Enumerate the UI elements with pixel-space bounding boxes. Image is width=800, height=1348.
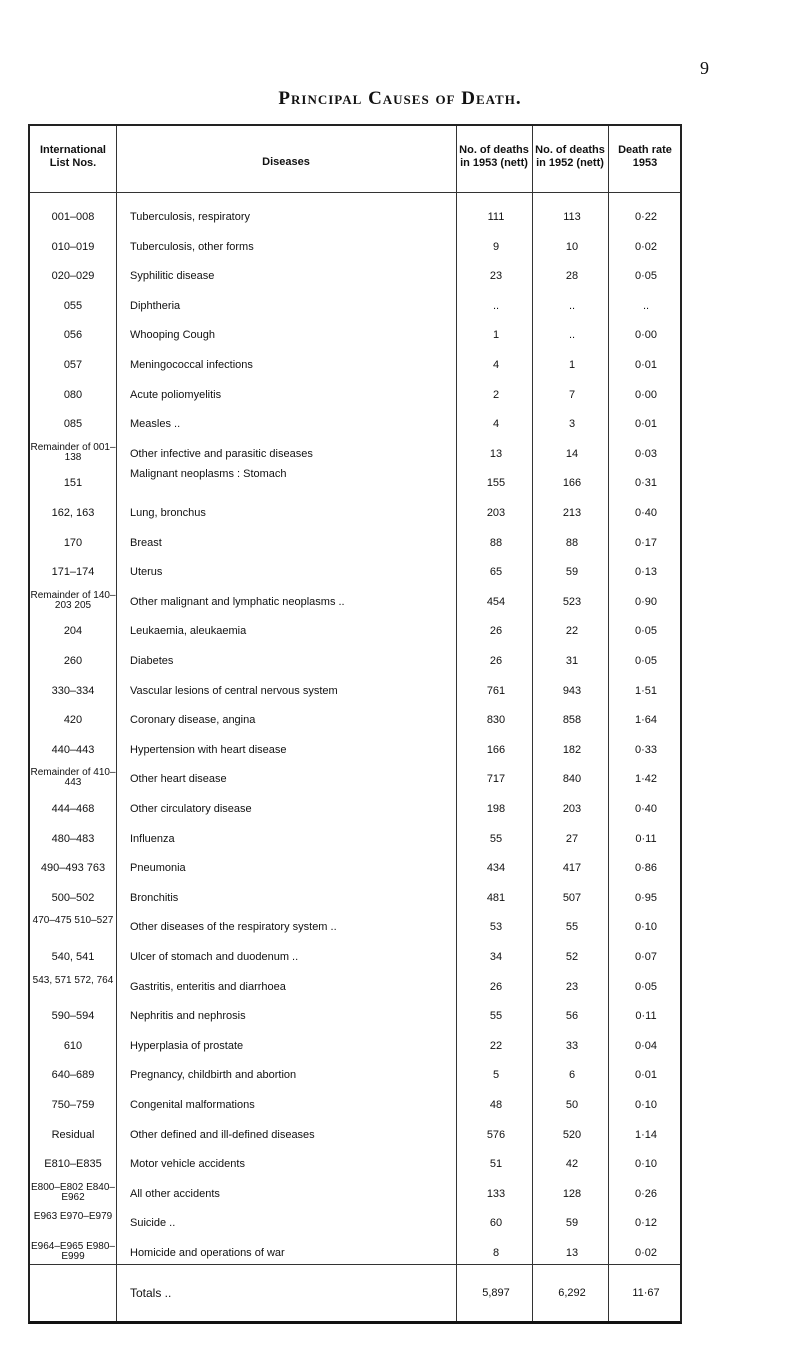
table-row xyxy=(30,1098,680,1118)
row-code: 151 xyxy=(63,477,83,489)
table-row xyxy=(30,269,680,289)
table-row xyxy=(30,1009,680,1029)
row-death-rate: 0·86 xyxy=(634,862,658,874)
row-code: 260 xyxy=(63,655,83,667)
row-deaths-1953: 5 xyxy=(492,1069,500,1081)
table-row xyxy=(30,1157,680,1177)
row-code: 750–759 xyxy=(51,1099,95,1111)
row-deaths-1953: 133 xyxy=(486,1188,506,1200)
table-row xyxy=(30,1211,680,1236)
row-death-rate: 0·40 xyxy=(634,803,658,815)
table-row xyxy=(30,832,680,852)
totals-label: Totals .. xyxy=(130,1286,172,1300)
row-code: 470–475 510–527 xyxy=(32,915,114,926)
table-row xyxy=(30,442,680,467)
row-deaths-1953: 717 xyxy=(486,773,506,785)
row-disease: Vascular lesions of central nervous system xyxy=(130,685,338,697)
row-deaths-1952: 166 xyxy=(562,477,582,489)
row-deaths-1952: 23 xyxy=(565,981,579,993)
row-death-rate: 0·07 xyxy=(634,951,658,963)
table-row xyxy=(30,328,680,348)
row-deaths-1952: 7 xyxy=(568,389,576,401)
table-row xyxy=(30,654,680,674)
row-code: Residual xyxy=(51,1129,95,1141)
table-row xyxy=(30,536,680,556)
row-disease: Uterus xyxy=(130,566,163,578)
row-deaths-1952: 33 xyxy=(565,1040,579,1052)
row-deaths-1952: 59 xyxy=(565,566,579,578)
table-row xyxy=(30,468,680,496)
table-row xyxy=(30,417,680,437)
row-deaths-1953: 8 xyxy=(492,1247,500,1259)
row-disease: Gastritis, enteritis and diarrhoea xyxy=(130,981,286,993)
row-deaths-1952: 31 xyxy=(565,655,579,667)
row-deaths-1952: 88 xyxy=(565,537,579,549)
row-deaths-1952: 6 xyxy=(568,1069,576,1081)
row-code: E964–E965 E980–E999 xyxy=(31,1241,115,1262)
row-death-rate: 0·33 xyxy=(634,744,658,756)
row-disease: Influenza xyxy=(130,833,175,845)
row-deaths-1953: 26 xyxy=(489,625,503,637)
row-code: 640–689 xyxy=(51,1069,95,1081)
table-row xyxy=(30,684,680,704)
row-deaths-1953: 4 xyxy=(492,418,500,430)
row-death-rate: 0·90 xyxy=(634,596,658,608)
row-disease: Homicide and operations of war xyxy=(130,1247,285,1259)
header-deaths-1953: No. of deaths in 1953 (nett) xyxy=(459,144,529,169)
row-death-rate: 0·01 xyxy=(634,418,658,430)
row-deaths-1952: 52 xyxy=(565,951,579,963)
row-disease: Ulcer of stomach and duodenum .. xyxy=(130,951,299,963)
row-disease: Other defined and ill-defined diseases xyxy=(130,1129,315,1141)
row-deaths-1953: .. xyxy=(492,300,500,312)
row-deaths-1953: 48 xyxy=(489,1099,503,1111)
row-deaths-1952: 520 xyxy=(562,1129,582,1141)
row-death-rate: 0·17 xyxy=(634,537,658,549)
row-code: E963 E970–E979 xyxy=(33,1211,113,1222)
header-death-rate: Death rate 1953 xyxy=(618,144,672,169)
row-death-rate: 1·14 xyxy=(634,1129,658,1141)
row-deaths-1953: 155 xyxy=(486,477,506,489)
row-deaths-1953: 26 xyxy=(489,655,503,667)
row-disease: Other malignant and lymphatic neoplasms .. xyxy=(130,596,345,608)
row-code: 500–502 xyxy=(51,892,95,904)
row-deaths-1952: 858 xyxy=(562,714,582,726)
row-deaths-1953: 34 xyxy=(489,951,503,963)
row-deaths-1952: 55 xyxy=(565,921,579,933)
table-row xyxy=(30,240,680,260)
table-row xyxy=(30,975,680,1000)
row-disease: Hyperplasia of prostate xyxy=(130,1040,244,1052)
row-disease: Leukaemia, aleukaemia xyxy=(130,625,247,637)
table-row xyxy=(30,767,680,792)
page-number: 9 xyxy=(700,58,709,78)
row-deaths-1952: 507 xyxy=(562,892,582,904)
row-death-rate: 0·02 xyxy=(634,1247,658,1259)
row-death-rate: 0·26 xyxy=(634,1188,658,1200)
row-disease: Tuberculosis, respiratory xyxy=(130,211,251,223)
row-disease: Other heart disease xyxy=(130,773,227,785)
row-deaths-1953: 13 xyxy=(489,448,503,460)
totals-death-rate: 11·67 xyxy=(632,1287,660,1299)
row-deaths-1953: 55 xyxy=(489,1010,503,1022)
row-deaths-1953: 4 xyxy=(492,359,500,371)
row-code: 480–483 xyxy=(51,833,95,845)
row-deaths-1952: 14 xyxy=(565,448,579,460)
row-disease: All other accidents xyxy=(130,1188,220,1200)
row-death-rate: .. xyxy=(642,300,650,312)
row-code: 590–594 xyxy=(51,1010,95,1022)
table-row xyxy=(30,1241,680,1266)
row-death-rate: 0·31 xyxy=(634,477,658,489)
row-death-rate: 0·95 xyxy=(634,892,658,904)
row-disease: Pregnancy, childbirth and abortion xyxy=(130,1069,297,1081)
row-code: E800–E802 E840–E962 xyxy=(31,1182,115,1203)
row-deaths-1953: 576 xyxy=(486,1129,506,1141)
totals-row xyxy=(30,1286,680,1306)
row-code: 057 xyxy=(63,359,83,371)
row-code: 440–443 xyxy=(51,744,95,756)
row-code: 540, 541 xyxy=(51,951,95,963)
row-deaths-1952: 203 xyxy=(562,803,582,815)
row-death-rate: 0·12 xyxy=(634,1217,658,1229)
row-disease: Other infective and parasitic diseases xyxy=(130,448,313,460)
row-disease: Syphilitic disease xyxy=(130,270,215,282)
row-disease: Diabetes xyxy=(130,655,174,667)
row-code: 170 xyxy=(63,537,83,549)
row-deaths-1952: 42 xyxy=(565,1158,579,1170)
page-title: Principal Causes of Death. xyxy=(278,88,522,109)
row-disease: Other circulatory disease xyxy=(130,803,252,815)
row-death-rate: 0·13 xyxy=(634,566,658,578)
row-death-rate: 0·05 xyxy=(634,625,658,637)
row-deaths-1952: 50 xyxy=(565,1099,579,1111)
row-deaths-1953: 203 xyxy=(486,507,506,519)
row-code: 080 xyxy=(63,389,83,401)
row-code: 055 xyxy=(63,300,83,312)
row-deaths-1952: 27 xyxy=(565,833,579,845)
row-deaths-1953: 55 xyxy=(489,833,503,845)
row-death-rate: 0·02 xyxy=(634,241,658,253)
table-row xyxy=(30,565,680,585)
row-code: 543, 571 572, 764 xyxy=(32,975,114,986)
row-death-rate: 0·10 xyxy=(634,1099,658,1111)
row-death-rate: 0·05 xyxy=(634,981,658,993)
row-deaths-1953: 2 xyxy=(492,389,500,401)
row-disease: Coronary disease, angina xyxy=(130,714,256,726)
table-row xyxy=(30,388,680,408)
row-disease: Acute poliomyelitis xyxy=(130,389,222,401)
table-row xyxy=(30,590,680,615)
row-deaths-1953: 166 xyxy=(486,744,506,756)
row-deaths-1952: 213 xyxy=(562,507,582,519)
row-disease: Diphtheria xyxy=(130,300,181,312)
table-row xyxy=(30,713,680,733)
totals-deaths-1953: 5,897 xyxy=(482,1287,510,1299)
table-row xyxy=(30,743,680,763)
row-deaths-1953: 9 xyxy=(492,241,500,253)
row-disease: Tuberculosis, other forms xyxy=(130,241,254,253)
row-deaths-1953: 434 xyxy=(486,862,506,874)
row-death-rate: 0·40 xyxy=(634,507,658,519)
row-deaths-1953: 22 xyxy=(489,1040,503,1052)
row-deaths-1952: 943 xyxy=(562,685,582,697)
row-deaths-1953: 481 xyxy=(486,892,506,904)
row-disease: Breast xyxy=(130,537,162,549)
row-code: Remainder of 140–203 205 xyxy=(30,590,116,611)
row-code: 162, 163 xyxy=(51,507,95,519)
table-row xyxy=(30,802,680,822)
row-death-rate: 0·00 xyxy=(634,389,658,401)
row-code: 056 xyxy=(63,329,83,341)
row-deaths-1952: 56 xyxy=(565,1010,579,1022)
row-code: 330–334 xyxy=(51,685,95,697)
row-death-rate: 0·01 xyxy=(634,359,658,371)
row-death-rate: 0·11 xyxy=(635,833,657,845)
row-deaths-1953: 198 xyxy=(486,803,506,815)
row-code: 020–029 xyxy=(51,270,95,282)
row-deaths-1953: 88 xyxy=(489,537,503,549)
table-row xyxy=(30,891,680,911)
row-code: Remainder of 001–138 xyxy=(30,442,116,463)
table-row xyxy=(30,210,680,230)
row-deaths-1952: 523 xyxy=(562,596,582,608)
row-death-rate: 1·51 xyxy=(634,685,658,697)
row-code: 085 xyxy=(63,418,83,430)
row-deaths-1953: 60 xyxy=(489,1217,503,1229)
row-death-rate: 1·64 xyxy=(634,714,658,726)
table-row xyxy=(30,358,680,378)
row-deaths-1953: 454 xyxy=(486,596,506,608)
row-deaths-1953: 65 xyxy=(489,566,503,578)
row-deaths-1953: 26 xyxy=(489,981,503,993)
row-code: 444–468 xyxy=(51,803,95,815)
table-row xyxy=(30,1128,680,1148)
row-death-rate: 1·42 xyxy=(634,773,658,785)
row-deaths-1952: 22 xyxy=(565,625,579,637)
row-death-rate: 0·11 xyxy=(635,1010,657,1022)
row-disease: Pneumonia xyxy=(130,862,186,874)
row-code: 610 xyxy=(63,1040,83,1052)
row-deaths-1952: 128 xyxy=(562,1188,582,1200)
row-disease: Congenital malformations xyxy=(130,1099,255,1111)
row-deaths-1953: 53 xyxy=(489,921,503,933)
row-deaths-1953: 23 xyxy=(489,270,503,282)
row-code: E810–E835 xyxy=(44,1158,102,1170)
row-code: 490–493 763 xyxy=(40,862,106,874)
row-disease: Lung, bronchus xyxy=(130,507,206,519)
row-deaths-1952: 417 xyxy=(562,862,582,874)
table-row xyxy=(30,1182,680,1207)
table-row xyxy=(30,861,680,881)
header-disease: Diseases xyxy=(262,156,310,168)
row-deaths-1952: 13 xyxy=(565,1247,579,1259)
row-deaths-1953: 111 xyxy=(487,211,505,223)
row-death-rate: 0·04 xyxy=(634,1040,658,1052)
row-code: 420 xyxy=(63,714,83,726)
row-code: 001–008 xyxy=(51,211,95,223)
row-disease: Nephritis and nephrosis xyxy=(130,1010,246,1022)
totals-deaths-1952: 6,292 xyxy=(558,1287,586,1299)
row-death-rate: 0·00 xyxy=(634,329,658,341)
row-code: Remainder of 410–443 xyxy=(30,767,116,788)
row-deaths-1952: 1 xyxy=(568,359,576,371)
table-row xyxy=(30,506,680,526)
row-disease: Suicide .. xyxy=(130,1217,176,1229)
row-disease: Malignant neoplasms : Stomach xyxy=(130,468,287,480)
row-deaths-1952: .. xyxy=(568,329,576,341)
row-deaths-1952: 3 xyxy=(568,418,576,430)
row-death-rate: 0·10 xyxy=(634,921,658,933)
table-row xyxy=(30,1039,680,1059)
row-deaths-1953: 830 xyxy=(486,714,506,726)
table-row xyxy=(30,624,680,644)
row-death-rate: 0·01 xyxy=(634,1069,658,1081)
row-code: 204 xyxy=(63,625,83,637)
row-deaths-1952: 840 xyxy=(562,773,582,785)
table-row xyxy=(30,299,680,319)
row-disease: Meningococcal infections xyxy=(130,359,253,371)
row-death-rate: 0·03 xyxy=(634,448,658,460)
row-death-rate: 0·05 xyxy=(634,655,658,667)
row-disease: Other diseases of the respiratory system .. xyxy=(130,921,337,933)
row-deaths-1953: 1 xyxy=(492,329,500,341)
row-deaths-1952: 10 xyxy=(565,241,579,253)
row-deaths-1952: 28 xyxy=(565,270,579,282)
row-death-rate: 0·22 xyxy=(634,211,658,223)
row-disease: Motor vehicle accidents xyxy=(130,1158,245,1170)
row-deaths-1953: 761 xyxy=(486,685,506,697)
header-code: International List Nos. xyxy=(39,144,106,169)
row-code: 010–019 xyxy=(51,241,95,253)
header-divider xyxy=(30,192,680,193)
row-disease: Hypertension with heart disease xyxy=(130,744,287,756)
table-row xyxy=(30,950,680,970)
row-death-rate: 0·10 xyxy=(634,1158,658,1170)
row-disease: Whooping Cough xyxy=(130,329,216,341)
row-death-rate: 0·05 xyxy=(634,270,658,282)
row-deaths-1953: 51 xyxy=(489,1158,503,1170)
row-code: 171–174 xyxy=(51,566,95,578)
row-disease: Bronchitis xyxy=(130,892,179,904)
row-deaths-1952: .. xyxy=(568,300,576,312)
header-deaths-1952: No. of deaths in 1952 (nett) xyxy=(535,144,605,169)
table-row xyxy=(30,1068,680,1088)
table-row xyxy=(30,915,680,940)
row-deaths-1952: 59 xyxy=(565,1217,579,1229)
row-deaths-1952: 182 xyxy=(562,744,582,756)
row-deaths-1952: 113 xyxy=(563,211,581,223)
row-disease: Measles .. xyxy=(130,418,181,430)
causes-of-death-table xyxy=(28,124,682,1324)
